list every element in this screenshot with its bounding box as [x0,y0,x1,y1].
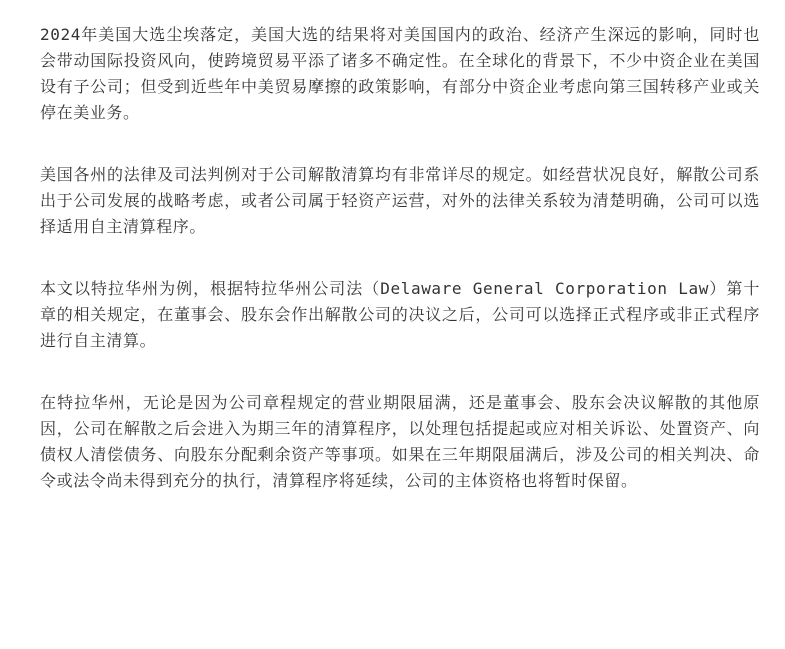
paragraph-election-impact: 2024年美国大选尘埃落定，美国大选的结果将对美国国内的政治、经济产生深远的影响，同时也会带动国际投资风向，使跨境贸易平添了诸多不确定性。在全球化的背景下，不少中资企业在美国设有子公司；但受到近些年中美贸易摩擦的政策影响，有部分中资企业考虑向第三国转移产业或关停在美业务。 [40,25,760,122]
paragraph-delaware-example: 本文以特拉华州为例，根据特拉华州公司法（Delaware General Corporation Law）第十章的相关规定，在董事会、股东会作出解散公司的决议之后，公司可以选择正式程序或非正式程序进行自主清算。 [40,279,760,350]
paragraph-state-law: 美国各州的法律及司法判例对于公司解散清算均有非常详尽的规定。如经营状况良好，解散公司系出于公司发展的战略考虑，或者公司属于轻资产运营，对外的法律关系较为清楚明确，公司可以选择适用自主清算程序。 [40,165,760,236]
paragraph-liquidation-period: 在特拉华州，无论是因为公司章程规定的营业期限届满，还是董事会、股东会决议解散的其他原因，公司在解散之后会进入为期三年的清算程序，以处理包括提起或应对相关诉讼、处置资产、向债权人清偿债务、向股东分配剩余资产等事项。如果在三年期限届满后，涉及公司的相关判决、命令或法令尚未得到充分的执行，清算程序将延续，公司的主体资格也将暂时保留。 [40,393,760,490]
article-body [40,22,760,530]
